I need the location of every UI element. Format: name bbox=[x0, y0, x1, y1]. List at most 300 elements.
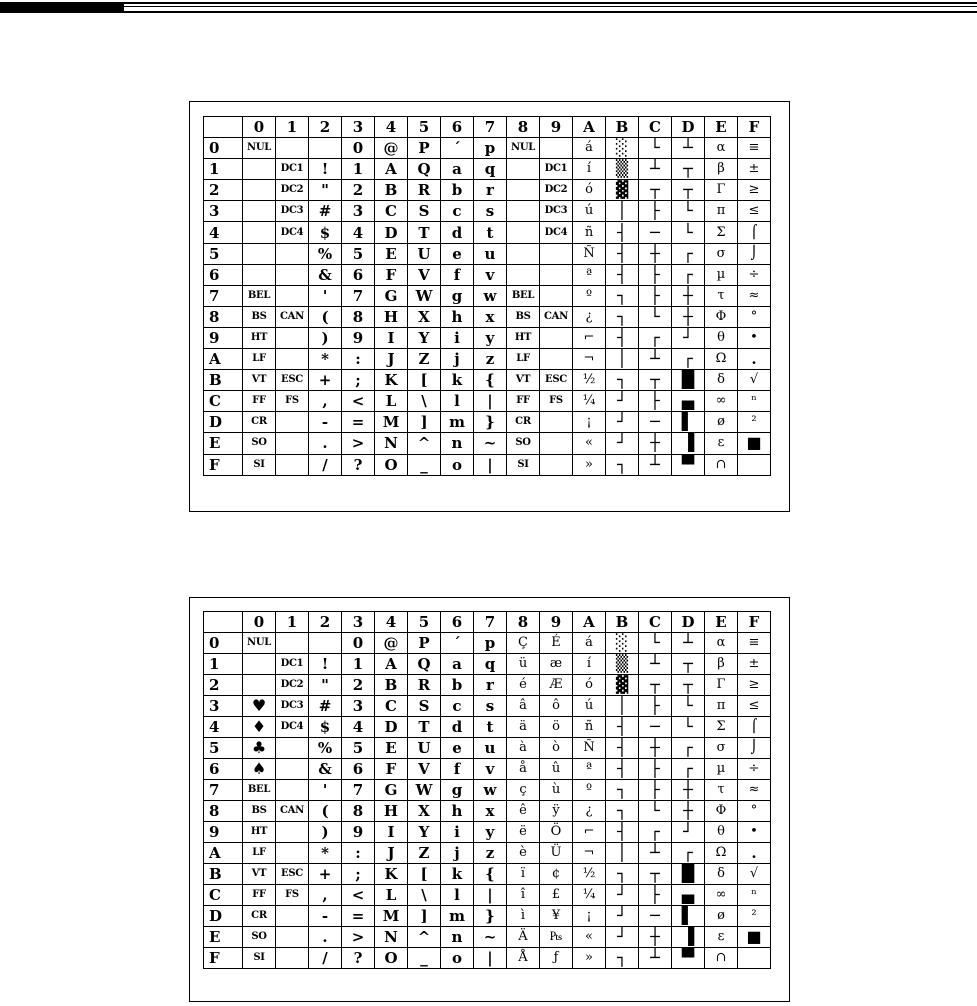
char-cell: 9 bbox=[342, 327, 375, 348]
char-cell: ¡ bbox=[573, 412, 606, 433]
char-cell: / bbox=[309, 948, 342, 969]
table-row bbox=[204, 822, 771, 843]
table-row bbox=[204, 159, 771, 180]
char-cell: > bbox=[342, 927, 375, 948]
table-row bbox=[204, 138, 771, 159]
char-cell: ≤ bbox=[738, 201, 771, 222]
char-cell: SI bbox=[243, 454, 276, 475]
char-cell: G bbox=[375, 285, 408, 306]
char-cell: SO bbox=[243, 927, 276, 948]
row-header: D bbox=[204, 412, 243, 433]
char-cell: # bbox=[309, 201, 342, 222]
char-cell: ^ bbox=[408, 433, 441, 454]
char-cell: 2 bbox=[342, 180, 375, 201]
column-header: 5 bbox=[408, 117, 441, 138]
char-cell: 4 bbox=[342, 222, 375, 243]
char-cell: VT bbox=[243, 864, 276, 885]
char-cell: ) bbox=[309, 822, 342, 843]
char-cell bbox=[276, 633, 309, 654]
char-cell: ! bbox=[309, 159, 342, 180]
header-rule-left-block bbox=[0, 4, 124, 12]
char-cell: └ bbox=[672, 201, 705, 222]
char-cell: ' bbox=[309, 285, 342, 306]
char-cell: ┐ bbox=[606, 454, 639, 475]
char-cell: i bbox=[441, 822, 474, 843]
char-cell: Ω bbox=[705, 843, 738, 864]
char-cell: ° bbox=[738, 801, 771, 822]
row-header: F bbox=[204, 948, 243, 969]
row-header: 6 bbox=[204, 264, 243, 285]
table-row bbox=[204, 180, 771, 201]
char-cell: B bbox=[375, 180, 408, 201]
char-cell: ┘ bbox=[672, 822, 705, 843]
char-cell: G bbox=[375, 780, 408, 801]
char-cell: DC1 bbox=[276, 654, 309, 675]
char-cell: ⌡ bbox=[738, 243, 771, 264]
char-cell: J bbox=[375, 843, 408, 864]
char-cell: _ bbox=[408, 948, 441, 969]
table-row bbox=[204, 717, 771, 738]
char-cell: DC2 bbox=[276, 675, 309, 696]
char-cell: FS bbox=[540, 391, 573, 412]
char-cell: Ü bbox=[540, 843, 573, 864]
char-cell bbox=[276, 412, 309, 433]
char-cell bbox=[540, 243, 573, 264]
column-header: 9 bbox=[540, 612, 573, 633]
char-cell: ú bbox=[573, 696, 606, 717]
char-cell: ♦ bbox=[243, 717, 276, 738]
char-cell: ∩ bbox=[705, 948, 738, 969]
char-cell: Γ bbox=[705, 675, 738, 696]
char-cell: Ä bbox=[507, 927, 540, 948]
char-cell: SO bbox=[507, 433, 540, 454]
table-row bbox=[204, 696, 771, 717]
char-cell bbox=[243, 243, 276, 264]
char-cell: é bbox=[507, 675, 540, 696]
char-cell: CR bbox=[507, 412, 540, 433]
char-cell: m bbox=[441, 412, 474, 433]
char-cell: DC3 bbox=[540, 201, 573, 222]
char-cell: Æ bbox=[540, 675, 573, 696]
char-cell: U bbox=[408, 243, 441, 264]
row-header: 0 bbox=[204, 633, 243, 654]
char-cell: ┐ bbox=[606, 285, 639, 306]
char-cell: ( bbox=[309, 306, 342, 327]
char-cell: R bbox=[408, 180, 441, 201]
char-cell: | bbox=[474, 885, 507, 906]
char-cell: ¼ bbox=[573, 885, 606, 906]
char-cell bbox=[276, 759, 309, 780]
char-cell: ─ bbox=[639, 222, 672, 243]
column-header: B bbox=[606, 612, 639, 633]
char-cell: £ bbox=[540, 885, 573, 906]
char-cell: Q bbox=[408, 654, 441, 675]
char-cell: I bbox=[375, 822, 408, 843]
char-cell: o bbox=[441, 948, 474, 969]
char-cell: l bbox=[441, 885, 474, 906]
char-cell: . bbox=[738, 843, 771, 864]
char-cell: ¬ bbox=[573, 843, 606, 864]
char-cell: Q bbox=[408, 159, 441, 180]
char-cell: O bbox=[375, 948, 408, 969]
char-cell: C bbox=[375, 696, 408, 717]
char-cell bbox=[276, 349, 309, 370]
char-cell: δ bbox=[705, 370, 738, 391]
char-cell bbox=[540, 327, 573, 348]
char-cell: ≤ bbox=[738, 696, 771, 717]
char-cell: ├ bbox=[639, 391, 672, 412]
char-cell: DC4 bbox=[276, 222, 309, 243]
char-cell: ┐ bbox=[606, 370, 639, 391]
column-header: 4 bbox=[375, 612, 408, 633]
char-cell: NUL bbox=[507, 138, 540, 159]
char-cell: w bbox=[474, 285, 507, 306]
char-cell: » bbox=[573, 454, 606, 475]
char-cell: α bbox=[705, 138, 738, 159]
char-cell: │ bbox=[606, 696, 639, 717]
char-cell bbox=[276, 843, 309, 864]
char-cell: ▒ bbox=[606, 654, 639, 675]
char-cell: SO bbox=[243, 433, 276, 454]
char-cell: ┤ bbox=[606, 717, 639, 738]
char-cell: M bbox=[375, 412, 408, 433]
char-cell: d bbox=[441, 222, 474, 243]
column-header: 1 bbox=[276, 612, 309, 633]
char-cell bbox=[276, 927, 309, 948]
char-cell bbox=[540, 349, 573, 370]
char-cell: Ö bbox=[540, 822, 573, 843]
char-cell: DC3 bbox=[276, 696, 309, 717]
char-cell: $ bbox=[309, 717, 342, 738]
char-cell: « bbox=[573, 433, 606, 454]
char-cell: • bbox=[738, 822, 771, 843]
char-cell: DC1 bbox=[540, 159, 573, 180]
char-cell: n bbox=[441, 433, 474, 454]
char-cell: [ bbox=[408, 370, 441, 391]
char-cell: . bbox=[309, 433, 342, 454]
char-cell: U bbox=[408, 738, 441, 759]
column-header: C bbox=[639, 117, 672, 138]
char-cell: ┼ bbox=[672, 306, 705, 327]
row-header: 2 bbox=[204, 180, 243, 201]
char-cell: └ bbox=[639, 306, 672, 327]
char-cell: M bbox=[375, 906, 408, 927]
char-cell: < bbox=[342, 391, 375, 412]
char-cell: ▐ bbox=[672, 927, 705, 948]
char-cell bbox=[507, 159, 540, 180]
char-cell: F bbox=[375, 759, 408, 780]
char-cell: > bbox=[342, 433, 375, 454]
char-cell: FS bbox=[276, 391, 309, 412]
char-cell: ┴ bbox=[639, 349, 672, 370]
char-cell: ▌ bbox=[672, 412, 705, 433]
char-cell: Y bbox=[408, 327, 441, 348]
char-cell: P bbox=[408, 633, 441, 654]
char-cell: ┘ bbox=[606, 906, 639, 927]
row-header: 6 bbox=[204, 759, 243, 780]
char-cell: . bbox=[309, 927, 342, 948]
char-cell bbox=[507, 222, 540, 243]
char-cell: ┌ bbox=[672, 759, 705, 780]
char-cell: ┼ bbox=[672, 780, 705, 801]
char-cell: ┘ bbox=[606, 885, 639, 906]
char-cell bbox=[540, 433, 573, 454]
char-cell: θ bbox=[705, 327, 738, 348]
char-cell bbox=[243, 180, 276, 201]
char-cell: X bbox=[408, 801, 441, 822]
column-header: A bbox=[573, 612, 606, 633]
row-header: 4 bbox=[204, 717, 243, 738]
char-cell: ┌ bbox=[639, 822, 672, 843]
char-cell: µ bbox=[705, 264, 738, 285]
char-cell: CAN bbox=[540, 306, 573, 327]
char-cell: X bbox=[408, 306, 441, 327]
char-cell: ▀ bbox=[672, 948, 705, 969]
row-header: 7 bbox=[204, 285, 243, 306]
char-cell: C bbox=[375, 201, 408, 222]
char-cell: * bbox=[309, 843, 342, 864]
char-cell: h bbox=[441, 801, 474, 822]
char-cell: ÿ bbox=[540, 801, 573, 822]
char-cell: p bbox=[474, 633, 507, 654]
table-row bbox=[204, 222, 771, 243]
char-cell: x bbox=[474, 306, 507, 327]
char-cell: BS bbox=[243, 801, 276, 822]
char-cell: ┐ bbox=[606, 780, 639, 801]
char-cell: t bbox=[474, 222, 507, 243]
char-cell: $ bbox=[309, 222, 342, 243]
char-cell bbox=[738, 948, 771, 969]
column-header: E bbox=[705, 612, 738, 633]
char-cell: r bbox=[474, 675, 507, 696]
char-cell: ┤ bbox=[606, 243, 639, 264]
char-cell: └ bbox=[639, 633, 672, 654]
char-cell: h bbox=[441, 306, 474, 327]
row-header: 1 bbox=[204, 159, 243, 180]
column-header: F bbox=[738, 612, 771, 633]
char-cell: ? bbox=[342, 948, 375, 969]
char-cell: ♠ bbox=[243, 759, 276, 780]
char-cell: ┐ bbox=[606, 864, 639, 885]
char-cell: ┬ bbox=[672, 180, 705, 201]
char-cell: ù bbox=[540, 780, 573, 801]
char-cell bbox=[276, 948, 309, 969]
char-cell: z bbox=[474, 843, 507, 864]
char-cell bbox=[276, 906, 309, 927]
char-cell: ε bbox=[705, 433, 738, 454]
char-cell: │ bbox=[606, 349, 639, 370]
char-cell: ≡ bbox=[738, 138, 771, 159]
char-cell: ü bbox=[507, 654, 540, 675]
column-header: 7 bbox=[474, 612, 507, 633]
char-cell: ■ bbox=[738, 927, 771, 948]
char-cell: « bbox=[573, 927, 606, 948]
char-cell: ├ bbox=[639, 885, 672, 906]
char-cell: DC2 bbox=[540, 180, 573, 201]
char-cell: g bbox=[441, 780, 474, 801]
char-cell: ┬ bbox=[639, 675, 672, 696]
char-cell: û bbox=[540, 759, 573, 780]
char-cell: } bbox=[474, 906, 507, 927]
char-cell: ─ bbox=[639, 906, 672, 927]
char-cell: + bbox=[309, 370, 342, 391]
char-cell: ▄ bbox=[672, 391, 705, 412]
char-cell: " bbox=[309, 675, 342, 696]
char-cell: a bbox=[441, 159, 474, 180]
char-cell: j bbox=[441, 349, 474, 370]
char-cell: ä bbox=[507, 717, 540, 738]
char-cell: ┼ bbox=[672, 801, 705, 822]
char-cell: ♣ bbox=[243, 738, 276, 759]
table-row bbox=[204, 306, 771, 327]
row-header: C bbox=[204, 885, 243, 906]
char-cell: ò bbox=[540, 738, 573, 759]
char-cell: ª bbox=[573, 759, 606, 780]
column-header: 6 bbox=[441, 117, 474, 138]
char-cell: Y bbox=[408, 822, 441, 843]
row-header: 7 bbox=[204, 780, 243, 801]
table-header-row bbox=[204, 117, 771, 138]
char-cell: % bbox=[309, 243, 342, 264]
char-cell bbox=[243, 201, 276, 222]
char-cell: ( bbox=[309, 801, 342, 822]
char-cell: c bbox=[441, 201, 474, 222]
char-cell: VT bbox=[507, 370, 540, 391]
char-cell: ┴ bbox=[672, 138, 705, 159]
column-header: 2 bbox=[309, 612, 342, 633]
char-cell: CAN bbox=[276, 801, 309, 822]
code-page-table-1 bbox=[189, 101, 790, 512]
char-cell: c bbox=[441, 696, 474, 717]
char-cell: ± bbox=[738, 654, 771, 675]
char-cell: I bbox=[375, 327, 408, 348]
char-cell: ≥ bbox=[738, 180, 771, 201]
char-cell: LF bbox=[507, 349, 540, 370]
char-cell: @ bbox=[375, 633, 408, 654]
char-cell: o bbox=[441, 454, 474, 475]
char-cell: ¼ bbox=[573, 391, 606, 412]
char-cell: * bbox=[309, 349, 342, 370]
char-cell: ≈ bbox=[738, 285, 771, 306]
char-cell: HT bbox=[243, 822, 276, 843]
char-cell: : bbox=[342, 843, 375, 864]
char-cell: ⌡ bbox=[738, 738, 771, 759]
char-cell: FF bbox=[507, 391, 540, 412]
char-cell: σ bbox=[705, 738, 738, 759]
column-header: 2 bbox=[309, 117, 342, 138]
corner-cell bbox=[204, 117, 243, 138]
char-cell: HT bbox=[243, 327, 276, 348]
char-cell bbox=[738, 454, 771, 475]
char-cell: a bbox=[441, 654, 474, 675]
char-cell: = bbox=[342, 906, 375, 927]
char-cell: ₧ bbox=[540, 927, 573, 948]
char-cell: [ bbox=[408, 864, 441, 885]
char-cell: î bbox=[507, 885, 540, 906]
table-row bbox=[204, 906, 771, 927]
char-cell: ┴ bbox=[639, 159, 672, 180]
char-cell: k bbox=[441, 370, 474, 391]
char-cell: " bbox=[309, 180, 342, 201]
column-header: 5 bbox=[408, 612, 441, 633]
table-row bbox=[204, 243, 771, 264]
char-cell: N bbox=[375, 927, 408, 948]
char-cell: | bbox=[474, 948, 507, 969]
row-header: 0 bbox=[204, 138, 243, 159]
char-cell: & bbox=[309, 759, 342, 780]
char-cell: A bbox=[375, 654, 408, 675]
char-cell: LF bbox=[243, 843, 276, 864]
table-row bbox=[204, 412, 771, 433]
char-cell bbox=[507, 201, 540, 222]
char-cell: + bbox=[309, 864, 342, 885]
char-cell bbox=[243, 159, 276, 180]
row-header: 9 bbox=[204, 822, 243, 843]
char-cell: LF bbox=[243, 349, 276, 370]
char-cell: ▒ bbox=[606, 159, 639, 180]
table-row bbox=[204, 654, 771, 675]
column-header: 4 bbox=[375, 117, 408, 138]
char-cell: 3 bbox=[342, 696, 375, 717]
column-header: A bbox=[573, 117, 606, 138]
char-cell: ë bbox=[507, 822, 540, 843]
row-header: C bbox=[204, 391, 243, 412]
char-cell: ┘ bbox=[606, 412, 639, 433]
row-header: E bbox=[204, 927, 243, 948]
column-header: 3 bbox=[342, 612, 375, 633]
char-cell: ┌ bbox=[672, 349, 705, 370]
char-cell: f bbox=[441, 264, 474, 285]
char-cell: ┬ bbox=[639, 180, 672, 201]
char-cell: ~ bbox=[474, 927, 507, 948]
char-cell: ┤ bbox=[606, 738, 639, 759]
column-header: F bbox=[738, 117, 771, 138]
char-cell: ñ bbox=[573, 717, 606, 738]
char-cell: ┌ bbox=[672, 243, 705, 264]
column-header: B bbox=[606, 117, 639, 138]
char-cell: t bbox=[474, 717, 507, 738]
char-cell: 6 bbox=[342, 264, 375, 285]
char-cell: ┘ bbox=[606, 927, 639, 948]
column-header: 8 bbox=[507, 117, 540, 138]
char-cell: SI bbox=[243, 948, 276, 969]
char-cell bbox=[507, 243, 540, 264]
table-row bbox=[204, 885, 771, 906]
char-cell: DC3 bbox=[276, 201, 309, 222]
char-cell: W bbox=[408, 780, 441, 801]
char-cell: ┼ bbox=[639, 433, 672, 454]
char-cell: ▌ bbox=[672, 906, 705, 927]
char-cell: V bbox=[408, 759, 441, 780]
char-cell: D bbox=[375, 222, 408, 243]
char-cell: ε bbox=[705, 927, 738, 948]
char-cell: HT bbox=[507, 327, 540, 348]
char-cell: q bbox=[474, 159, 507, 180]
char-cell: ² bbox=[738, 906, 771, 927]
char-cell: J bbox=[375, 349, 408, 370]
char-cell: â bbox=[507, 696, 540, 717]
char-cell: ° bbox=[738, 306, 771, 327]
char-cell: ┌ bbox=[672, 843, 705, 864]
corner-cell bbox=[204, 612, 243, 633]
char-cell: ESC bbox=[276, 370, 309, 391]
column-header: D bbox=[672, 117, 705, 138]
char-cell bbox=[276, 285, 309, 306]
char-cell: ƒ bbox=[540, 948, 573, 969]
char-cell: à bbox=[507, 738, 540, 759]
char-cell: % bbox=[309, 738, 342, 759]
char-cell bbox=[507, 264, 540, 285]
